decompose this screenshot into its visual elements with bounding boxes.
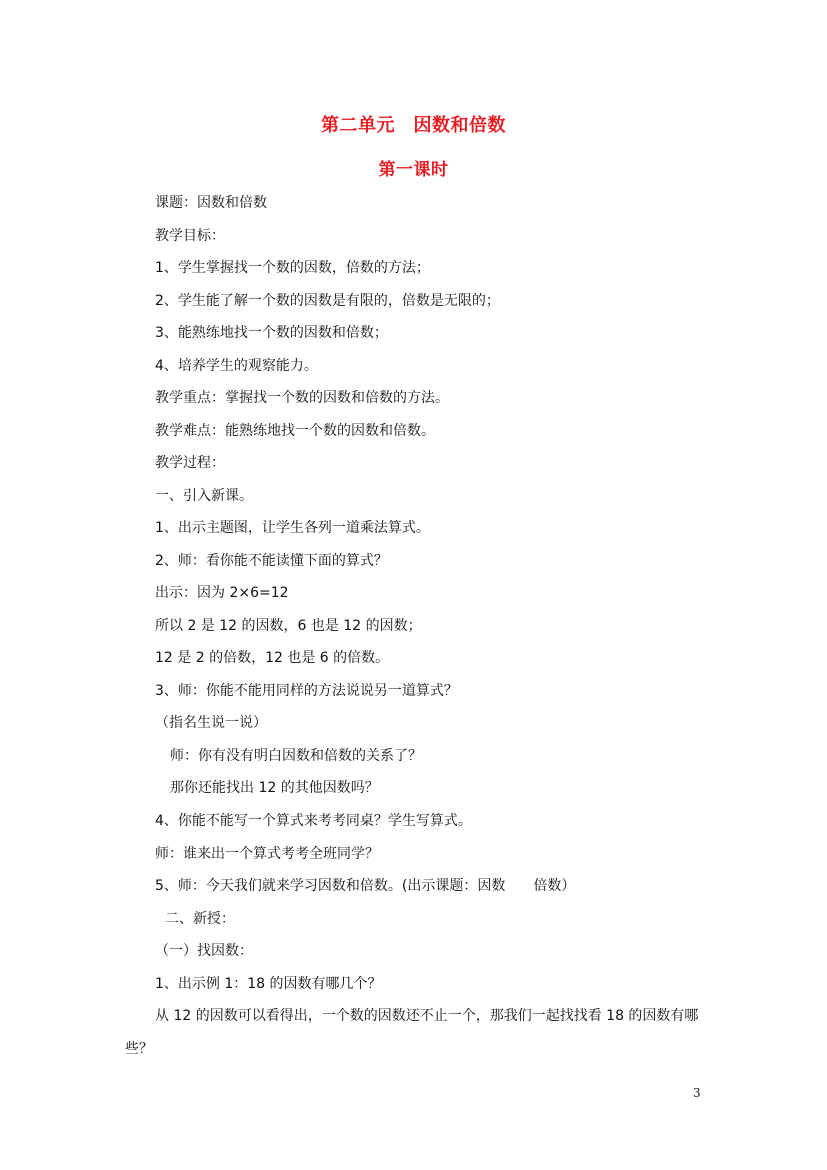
body-line: （指名生说一说） (155, 715, 267, 731)
body-line: 教学重点：掌握找一个数的因数和倍数的方法。 (155, 390, 449, 406)
body-line: 教学目标： (155, 228, 225, 244)
body-line: 些？ (125, 1041, 153, 1057)
body-line: 师：你有没有明白因数和倍数的关系了？ (170, 748, 422, 764)
body-line: 2、师：看你能不能读懂下面的算式？ (155, 553, 388, 569)
body-line: 1、出示例 1：18 的因数有哪几个？ (155, 976, 382, 992)
body-line: 课题：因数和倍数 (155, 195, 267, 211)
body-line: （一）找因数： (155, 943, 253, 959)
body-line: 1、学生掌握找一个数的因数，倍数的方法； (155, 260, 430, 276)
document-title: 第二单元 因数和倍数 (321, 115, 506, 136)
body-line: 3、师：你能不能用同样的方法说说另一道算式？ (155, 683, 458, 699)
body-line: 出示：因为 2×6=12 (155, 585, 289, 601)
page-number: 3 (693, 1086, 701, 1100)
body-line: 4、你能不能写一个算式来考考同桌？学生写算式。 (155, 813, 472, 829)
body-line: 12 是 2 的倍数，12 也是 6 的倍数。 (155, 650, 390, 666)
body-line: 1、出示主题图，让学生各列一道乘法算式。 (155, 520, 430, 536)
body-line: 那你还能找出 12 的其他因数吗？ (170, 780, 379, 796)
body-line: 师：谁来出一个算式考考全班同学？ (155, 846, 379, 862)
body-line: 教学难点：能熟练地找一个数的因数和倍数。 (155, 423, 435, 439)
body-line: 从 12 的因数可以看得出，一个数的因数还不止一个，那我们一起找找看 18 的因数有哪 (155, 1008, 699, 1024)
body-line: 4、培养学生的观察能力。 (155, 358, 318, 374)
document-subtitle: 第一课时 (378, 160, 449, 180)
body-line: 教学过程： (155, 455, 225, 471)
body-line: 3、能熟练地找一个数的因数和倍数； (155, 325, 388, 341)
body-line: 二、新授： (165, 911, 235, 927)
body-line: 一、引入新课。 (155, 488, 253, 504)
body-line: 所以 2 是 12 的因数，6 也是 12 的因数； (155, 618, 422, 634)
body-line: 5、师：今天我们就来学习因数和倍数。(出示课题：因数 倍数） (155, 878, 576, 894)
body-line: 2、学生能了解一个数的因数是有限的，倍数是无限的； (155, 293, 500, 309)
